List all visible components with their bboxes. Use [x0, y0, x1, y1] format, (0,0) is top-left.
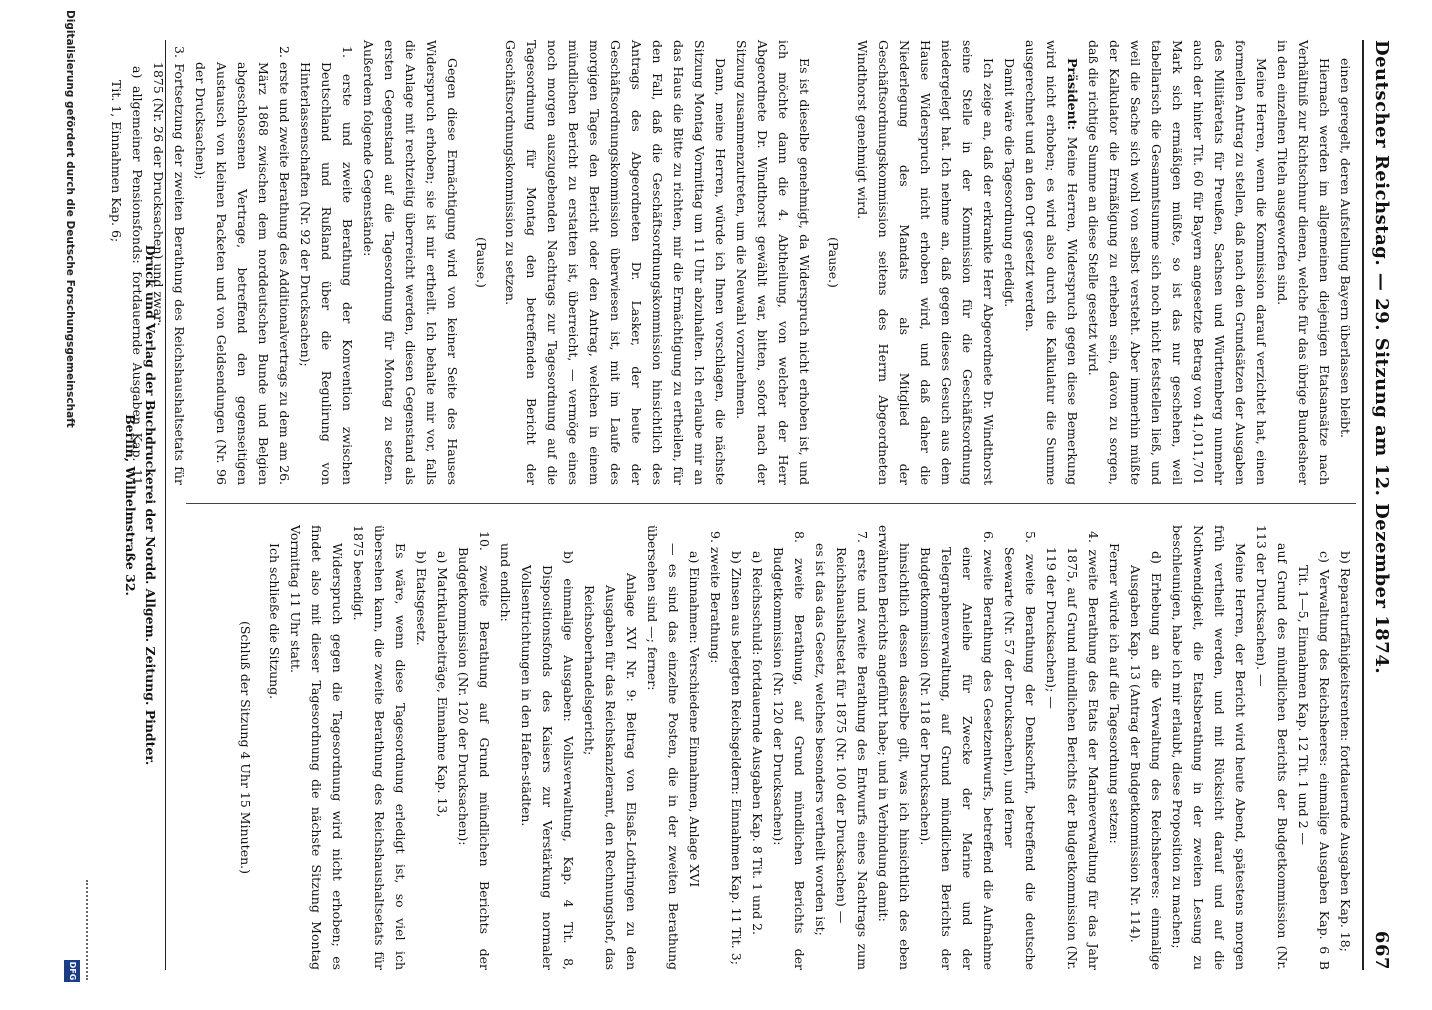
printer-imprint: [120, 40, 160, 970]
list-item: [579, 525, 642, 970]
paragraph: [1083, 40, 1272, 485]
list-item: [295, 40, 358, 485]
paragraph-text: b) Zinsen aus belegten Reichsgeldern: Einnahmen Kap. 11 Tit. 3;: [729, 551, 744, 965]
paragraph-text: a) allgemeiner Pensionsfonds: fortdauernde Ausgaben Kap. 11 Tit. 1, Einnahmen Kap. 6;: [109, 66, 145, 485]
page-number: 667: [1371, 930, 1392, 970]
list-item: [411, 525, 432, 970]
centered-note: [235, 525, 256, 970]
paragraph-text: Meine Herren, Widerspruch gegen diese Bemerkung wird nicht erhoben; es wird also durch die Kalkulatur die Summe ausgerechnet und an den Ort gesetzt werden.: [1023, 40, 1080, 485]
paragraph-text: Meine Herren, wenn die Kommission darauf verzichtet hat, einen formellen Antrag zu stellen, daß nach den Grundsätzen der Ausgaben des Militäretats für Preußen, Sachsen und Württemberg nunmehr auch der hinter Tit. 60 für Bayern angesetzte Betrag von 41,011,701 Mark sich ermäßigen müßte, so ist das nur geschehen, weil tabellarisch die Gesammtsumme sich noch nicht feststellen ließ, und weil die Sache sich wohl von selbst versteht. Aber immerhin müßte der Kalkulator die Ermäßigung zu erheben sein, davon zu sorgen, daß die richtige Summe an diese Stelle gesetzt wird.: [1086, 40, 1269, 485]
paragraph-text: hinsichtlich dessen dasselbe gilt, was ich hinsichtlich des eben erwähnten Berichts angeführt habe; und in Verbindung damit:: [876, 525, 912, 970]
paragraph-text: a) Reichsschuld: fortdauernde Ausgaben Kap. 8 Tit. 1 und 2.: [750, 551, 765, 935]
paragraph: [1335, 40, 1356, 485]
footer-rule: [165, 40, 166, 970]
imprint-line: Druck und Verlag der Buchdruckerei der Nordd. Allgem. Zeitung. Pindter.: [143, 244, 158, 766]
list-item: [684, 525, 705, 970]
list-item: [999, 525, 1041, 970]
imprint-address: Berlin, Wilhelmstraße 32.: [123, 414, 138, 596]
paragraph: [285, 525, 348, 970]
paragraph-text: Meine Herren, der Bericht wird heute Abend, spätestens morgen früh vertheilt werden, und mit Rücksicht darauf und auf die Nothwendigkeit, die Etatsberathung in der zweiten Lesung zu beschleunigen, habe ich mir erlaubt, diese Proposition zu machen;: [1170, 525, 1248, 970]
paragraph-text: und endlich:: [498, 543, 513, 622]
list-item: [768, 525, 810, 970]
paragraph-text: b) Etatsgesetz.: [414, 551, 429, 646]
paragraph-text: 2. erste und zweite Berathung des Additionalvertrags zu dem am 26. März 1868 zwischen dem norddeutschen Bunde und Belgien abgeschlossenen Vertrage, betreffend den gegenseitigen Austausch von kleinen Packeten und von Geldsendungen (Nr. 96 der Drucksachen);: [193, 46, 292, 485]
rotated-document-page: [54, 0, 1406, 1000]
list-item: [1125, 525, 1167, 970]
paragraph-text: Hiernach werden im allgemeinen diejenigen Etatsansätze nach Verhältniß zur Richtschnur dienen, welche für das übrige Bundesheer in den einzelnen Titeln ausgeworfen sind.: [1275, 40, 1332, 485]
paragraph-text: (Pause.): [826, 237, 841, 288]
paragraph: [1272, 40, 1335, 485]
list-item: [915, 525, 999, 970]
list-item: [190, 40, 295, 485]
paragraph-text: b) einmalige Ausgaben: Vollsverwaltung, Kap. 4 Tit. 8, Dispositionsfonds des Kaisers zur Verstärkung normaler Vollsentrichtungen in den Hafen-städten.: [519, 551, 576, 970]
list-item: [516, 525, 579, 970]
paragraph: [264, 525, 285, 970]
paragraph-text: 3. Fortsetzung der zweiten Berathung des Reichshaushaltsetats für 1875 (Nr. 26 der Drucksachen) und zwar:: [151, 46, 187, 485]
centered-note: [823, 40, 844, 485]
paragraph-text: 5. zweite Berathung der Denkschrift, betreffend die deutsche Seewarte (Nr. 57 der Drucksachen), und ferner: [1002, 531, 1038, 970]
paragraph-text: 7. erste und zweite Berathung des Entwurfs eines Nachtrags zum Reichshaushaltsetat für 1875 (Nr. 100 der Drucksachen) —: [834, 531, 870, 970]
left-text-column: [109, 40, 1356, 485]
dfg-logo: DFG: [64, 960, 80, 982]
list-item: [1293, 525, 1335, 970]
paragraph: [999, 40, 1020, 485]
paragraph: [495, 525, 516, 970]
paragraph: [500, 40, 731, 485]
right-text-column: [166, 525, 1356, 970]
header-rule: [1362, 40, 1364, 970]
paragraph-text: 1. erste und zweite Berathung der Konvention zwischen Deutschland und Rußland über die Regulirung von Hinterlassenschaften (Nr. 92 der Drucksachen);: [298, 46, 355, 485]
paragraph: [642, 525, 684, 970]
paragraph-text: einen geregelt, deren Aufstellung Bayern überlassen bleibt.: [1338, 58, 1353, 439]
paragraph: [1167, 525, 1251, 970]
paragraph-text: (Schluß der Sitzung 4 Uhr 15 Minuten.): [238, 620, 253, 874]
paragraph-text: (Pause.): [474, 237, 489, 288]
paragraph-text: Es ist dieselbe genehmigt, da Widerspruch nicht erhoben ist, und ich möchte dann die 4. Abtheilung, von welcher der Herr Abgeordnete Dr. Windthorst gewählt war, bitten, sofort nach der Sitzung zusammenzutreten, um die Neuwahl vorzunehmen.: [734, 40, 812, 485]
list-item: [726, 525, 747, 970]
digitization-credit: Digitalisierung gefördert durch die Deutsche Forschungsgemeinschaft: [64, 10, 76, 428]
paragraph-text: Anlage XVI Nr. 9: Beitrag von Elsaß-Lothringen zu den Ausgaben für das Reichskanzleramt, den Rechnungshof, das Reichsoberhandelsgericht;: [582, 573, 639, 970]
centered-note: [471, 40, 492, 485]
paragraph-text: Damit wäre die Tagesordnung erledigt.: [1002, 58, 1017, 308]
paragraph-text: Ich zeige an, daß der erkrankte Herr Abgeordnete Dr. Windthorst seine Stelle in der Kommission für die Geschäftsordnung niedergelegt hat. Ich nehme an, daß gegen dieses Gesuch aus dem Hause Widerspruch nicht erhoben wird, und daß daher die Niederlegung des Mandats als Mitglied der Geschäftsordnungskommission seitens des Herrn Abgeordneten Windthorst genehmigt wird.: [855, 40, 996, 485]
list-item: [705, 525, 726, 970]
list-item: [453, 525, 495, 970]
paragraph: [1251, 525, 1293, 970]
paragraph-text: 8. zweite Berathung, auf Grund mündlichen Berichts der Budgetkommission (Nr. 120 der Drucksachen):: [771, 531, 807, 970]
paragraph-text: c) Verwaltung des Reichsheeres: einmalige Ausgaben Kap. 6 B Tit. 1—5, Einnahmen Kap. 12 Tit. 1 und 2 —: [1296, 551, 1332, 970]
list-item: [432, 525, 453, 970]
paragraph-text: Es wäre, wenn diese Tagesordnung erledigt ist, so viel ich übersehen kann, die zweite Berathung des Reichshaushaltsetats für 1875 beendigt.: [351, 525, 408, 970]
paragraph: [358, 40, 463, 485]
paragraph-text: — es sind das einzelne Posten, die in der zweiten Berathung übersehen sind —; ferner:: [645, 525, 681, 970]
paragraph-text: 6. zweite Berathung des Gesetzentwurfs, betreffend die Aufnahme einer Anleihe für Zwecke der Marine und der Telegraphenverwaltung, auf Grund mündlichen Berichts der Budgetkommission (Nr. 118 der Drucksachen).: [918, 531, 996, 970]
list-item: [1041, 525, 1104, 970]
paragraph: [348, 525, 411, 970]
paragraph-text: auf Grund des mündlichen Berichts der Budgetkommission (Nr. 113 der Drucksachen). —: [1254, 525, 1290, 970]
paragraph-text: b) Reparaturfähigkeitsrenten: fortdauernde Ausgaben Kap. 18;: [1338, 551, 1353, 952]
paragraph-text: a) Matrikularbeiträge, Einnahme Kap. 13,: [435, 551, 450, 818]
paragraph-text: Dann, meine Herren, würde ich Ihnen vorschlagen, die nächste Sitzung Montag Vormittag um 11 Uhr abzuhalten. Ich erlaube mir an das Haus die Bitte zu richten, mir die Ermächtigung zu ertheilen, für den Fall, daß die Geschäftsordnungskommission hinsichtlich des Antrags des Abgeordneten Dr. Lasker, der heute der Geschäftsordnungskommission überwiesen ist, mit im Laufe des morgigen Tages den Bericht oder den Antrag, welchen in einem mündlichen Bericht zu erstatten ist, überreicht, — vermöge eines noch morgen auszugebenden Nachtrags zur Tagesordnung auf die Tagesordnung für Montag den betreffenden Bericht der Geschäftsordnungskommission zu setzen.: [503, 40, 728, 485]
paragraph: [1104, 525, 1125, 970]
paragraph-text: 9. zweite Berathung:: [708, 531, 723, 664]
scan-marks: [82, 880, 88, 980]
page-header: [1366, 40, 1392, 970]
paragraph-text: d) Erhebung an die Verwaltung des Reichsheeres: einmalige Ausgaben Kap. 13 (Antrag der Budgetkommission Nr. 114).: [1128, 551, 1164, 970]
paragraph: [1020, 40, 1083, 485]
paragraph-text: 10. zweite Berathung auf Grund mündlichen Berichts der Budgetkommission (Nr. 120 der Drucksachen):: [456, 531, 492, 970]
speaker-label: Präsident:: [1065, 58, 1080, 137]
list-item: [747, 525, 768, 970]
paragraph-text: 4. zweite Berathung des Etats der Marineverwaltung für das Jahr 1875, auf Grund mündlichen Berichts der Budgetkommission (Nr. 119 der Drucksachen); —: [1044, 531, 1101, 970]
paragraph-text: Ich schließe die Sitzung.: [267, 543, 282, 700]
paragraph-text: es ist das das Gesetz, welches besonders vertheilt worden ist;: [813, 543, 828, 936]
paragraph: [731, 40, 815, 485]
paragraph: [852, 40, 999, 485]
column-divider: [186, 503, 1356, 504]
list-item: [831, 525, 873, 970]
paragraph: [810, 525, 831, 970]
list-item: [1335, 525, 1356, 970]
paragraph: [873, 525, 915, 970]
paragraph-text: Ferner würde ich auf die Tagesordnung setzen:: [1107, 543, 1122, 844]
paragraph-text: a) Einnahmen: Verschiedene Einnahmen, Anlage XVI: [687, 551, 702, 888]
paragraph-text: Widerspruch gegen die Tagesordnung wird nicht erhoben; es findet also mit dieser Tagesordnung die nächste Sitzung Montag Vormittag 11 Uhr statt.: [288, 525, 345, 970]
paragraph-text: Gegen diese Ermächtigung wird von keiner Seite des Hauses Widerspruch erhoben; sie ist mir ertheilt. Ich behalte mir vor, falls die Anlage mit rechtzeitig überreicht werden, diesen Gegenstand als ersten Gegenstand auf die Tagesordnung für Montag zu setzen. Außerdem folgende Gegenstände:: [361, 40, 460, 485]
page-title: Deutscher Reichstag. — 29. Sitzung am 12. Dezember 1874.: [1371, 40, 1392, 675]
